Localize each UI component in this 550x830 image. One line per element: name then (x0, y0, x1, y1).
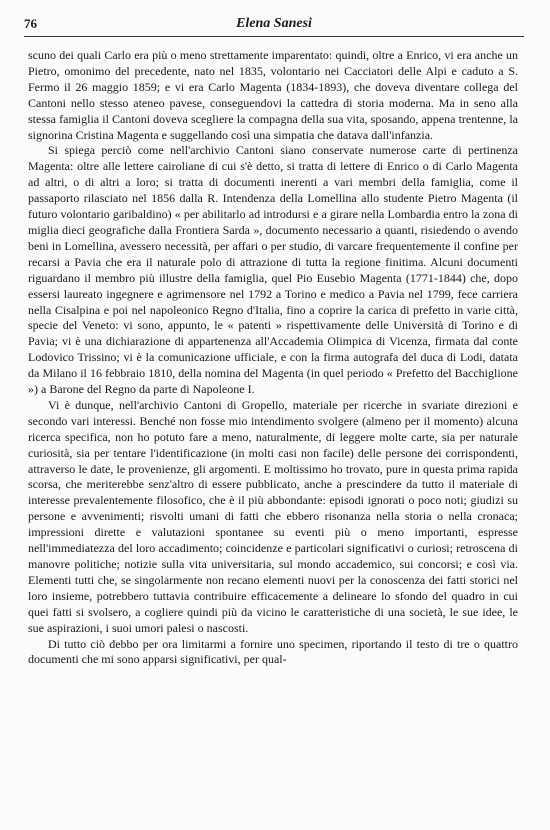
header-rule (24, 36, 524, 37)
paragraph-3: Vi è dunque, nell'archivio Cantoni di Gropello, materiale per ricerche in svariate direzioni e secondo vari interessi. Benché non fosse mio intendimento svolgere (almeno per il momento) alcuna ricerca specifica, non ho potuto fare a meno, naturalmente, di leggere molte carte, sia per naturale curiosità, sia per tentare l'identificazione (in molti casi non facile) delle persone dei corrispondenti, attraverso le date, le provenienze, gli argomenti. E moltissimo ho trovato, pure in questa prima rapida scorsa, che meriterebbe senz'altro di essere pubblicato, anche a prescindere da tutto il materiale di interesse prevalentemente filosofico, che è il più abbondante: episodi ignorati o poco noti; giudizi su persone e avvenimenti; risvolti umani di fatti che ebbero risonanza nella storia o nella cronaca; impressioni dirette e valutazioni spontanee su eventi più o meno importanti, espresse nell'immediatezza del loro accadimento; coincidenze e particolari significativi o curiosi; retroscena di manovre politiche; notizie sulla vita universitaria, sul mondo accademico, sui concorsi; e così via. Elementi tutti che, se singolarmente non recano elementi nuovi per la conoscenza dei fatti storici nel loro insieme, potrebbero tuttavia contribuire efficacemente a delineare lo sfondo del quadro in cui quei fatti si svolsero, a cogliere quindi più da vicino le caratteristiche di una società, le sue idee, le sue aspirazioni, i suoi umori palesi o nascosti. (28, 397, 518, 635)
page-number: 76 (24, 16, 37, 31)
paragraph-1: scuno dei quali Carlo era più o meno strettamente imparentato: quindi, oltre a Enrico, vi era anche un Pietro, omonimo del precedente, nato nel 1835, volontario nei Cacciatori delle Alpi e caduto a S. Fermo il 26 maggio 1859; e vi era Carlo Magenta (1834-1893), che doveva diventare collega del Cantoni nello stesso ateneo pavese, conseguendovi la cattedra di storia moderna. Ma in seno alla stessa famiglia il Cantoni doveva scegliere la compagna della sua vita, sposando, appena trentenne, la signorina Cristina Magenta e suggellando così una simpatia che datava dall'infanzia. (28, 48, 518, 142)
running-head: Elena Sanesi (236, 16, 312, 31)
paragraph-2: Si spiega perciò come nell'archivio Cantoni siano conservate numerose carte di pertinenza Magenta: oltre alle lettere cairoliane di cui s'è detto, si tratta di lettere di Enrico o di Carlo Magenta ad altri, o di altri a loro; si tratta di documenti inerenti a vari membri della famiglia, come il passaporto rilasciato nel 1856 dalla R. Intendenza della Lomellina allo studente Pietro Magenta (il futuro volontario garibaldino) « per abilitarlo ad introdursi e a girare nella Lombardia entro la zona di miglia dieci geografiche dalla Frontiera Sarda », documento necessario a quanti, risiedendo o avendo beni in Lomellina, avessero necessità, per affari o per studio, di varcare frequentemente il confine per recarsi a Pavia che era il naturale polo di attrazione di tutta la regione finitima. Alcuni documenti riguardano il membro più illustre della famiglia, quel Pio Eusebio Magenta (1771-1844) che, dopo essersi laureato ingegnere e agrimensore nel 1792 a Torino e medico a Pavia nel 1799, fece carriera nella Cisalpina e poi nel napoleonico Regno d'Italia, fino a coprire la carica di prefetto in varie città, specie del Veneto: vi sono, appunto, le « patenti » rispettivamente delle Università di Torino e di Pavia; vi è una dichiarazione di appartenenza all'Accademia Olimpica di Vicenza, firmata dal conte Lodovico Trissino; vi è la comunicazione ufficiale, e con la firma autografa del duca di Lodi, datata da Milano il 16 febbraio 1810, della nomina del Magenta (in quel periodo « Prefetto del Bacchiglione ») a Barone del Regno da parte di Napoleone I. (28, 143, 518, 397)
page-header (24, 16, 524, 36)
paragraph-4: Di tutto ciò debbo per ora limitarmi a fornire uno specimen, riportando il testo di tre o quattro documenti che mi sono apparsi significativi, per qual- (28, 636, 518, 667)
page-body (28, 48, 518, 668)
